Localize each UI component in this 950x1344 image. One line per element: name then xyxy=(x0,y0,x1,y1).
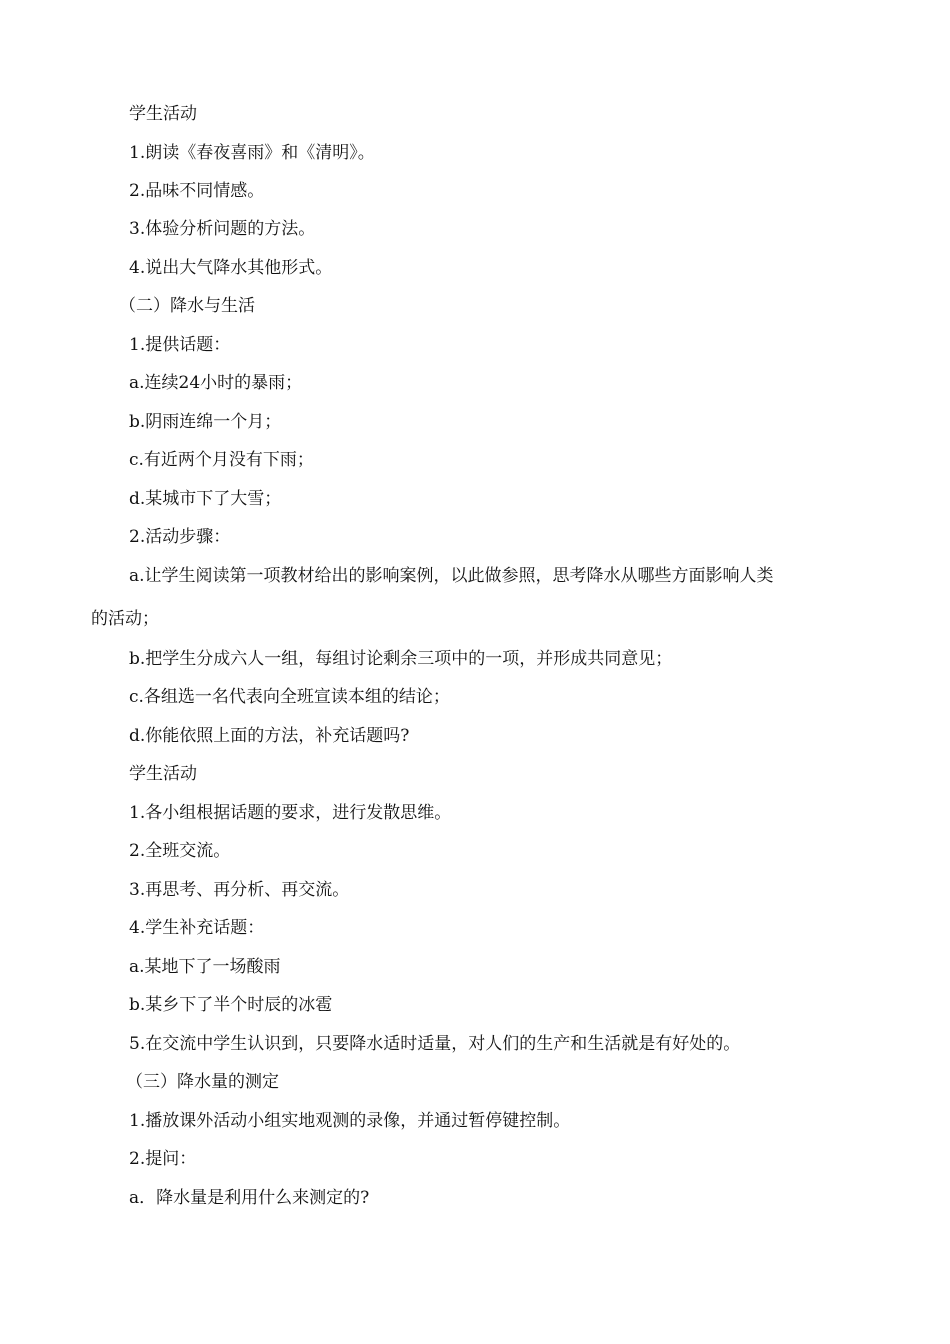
text-line: 4.学生补充话题： xyxy=(129,918,265,938)
text-line: 2.提问： xyxy=(129,1149,197,1169)
text-line: 1.朗读《春夜喜雨》和《清明》。 xyxy=(129,143,375,163)
text-line: 3.体验分析问题的方法。 xyxy=(129,219,316,239)
text-line: 的活动； xyxy=(91,609,159,629)
text-line: a.让学生阅读第一项教材给出的影响案例，以此做参照，思考降水从哪些方面影响人类 xyxy=(129,566,774,586)
text-line: 学生活动 xyxy=(129,104,197,124)
text-line: d.你能依照上面的方法，补充话题吗? xyxy=(129,726,410,746)
text-line: 1.播放课外活动小组实地观测的录像，并通过暂停键控制。 xyxy=(129,1111,571,1131)
text-line: b.某乡下了半个时辰的冰雹 xyxy=(129,995,333,1015)
text-line: a.连续24小时的暴雨； xyxy=(129,373,303,393)
section-heading: （二）降水与生活 xyxy=(119,296,255,316)
text-line: a．降水量是利用什么来测定的? xyxy=(129,1188,370,1208)
text-line: 学生活动 xyxy=(129,764,197,784)
text-line: 1.各小组根据话题的要求，进行发散思维。 xyxy=(129,803,452,823)
text-line: b.阴雨连绵一个月； xyxy=(129,412,282,432)
text-line: 5.在交流中学生认识到，只要降水适时适量，对人们的生产和生活就是有好处的。 xyxy=(129,1034,741,1054)
text-line: d.某城市下了大雪； xyxy=(129,489,282,509)
text-line: 4.说出大气降水其他形式。 xyxy=(129,258,333,278)
text-line: a.某地下了一场酸雨 xyxy=(129,957,281,977)
text-line: 2.全班交流。 xyxy=(129,841,231,861)
text-line: 2.活动步骤： xyxy=(129,527,231,547)
section-heading: （三）降水量的测定 xyxy=(126,1072,279,1092)
text-line: b.把学生分成六人一组，每组讨论剩余三项中的一项，并形成共同意见； xyxy=(129,649,673,669)
text-line: 3.再思考、再分析、再交流。 xyxy=(129,880,350,900)
text-line: 2.品味不同情感。 xyxy=(129,181,265,201)
text-line: c.有近两个月没有下雨； xyxy=(129,450,314,470)
text-line: 1.提供话题： xyxy=(129,335,231,355)
text-line: c.各组选一名代表向全班宣读本组的结论； xyxy=(129,687,450,707)
